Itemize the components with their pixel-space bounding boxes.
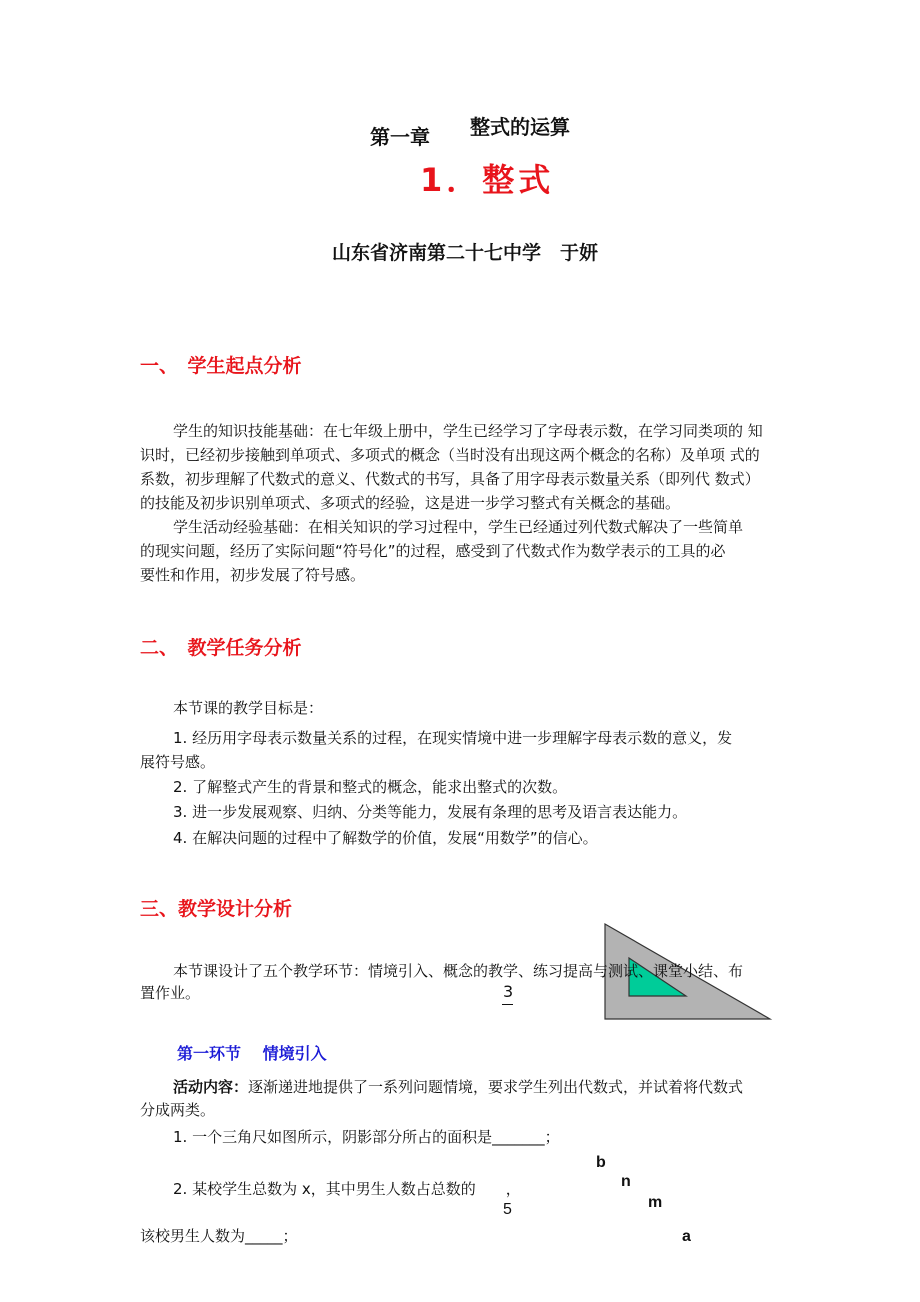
- text-line: 置作业。: [140, 984, 201, 1002]
- text-line: 要性和作用，初步发展了符号感。: [140, 566, 366, 584]
- fraction-bar: [502, 1004, 513, 1005]
- text-line: 本节课设计了五个教学环节：情境引入、概念的教学、练习提高与测试、课堂小结、布: [173, 962, 744, 980]
- goal-item: 3. 进一步发展观察、归纳、分类等能力，发展有条理的思考及语言表达能力。: [173, 803, 688, 821]
- fraction-denominator: 5: [503, 1201, 512, 1218]
- section-heading-2: 二、 教学任务分析: [140, 637, 302, 659]
- goal-item: 2. 了解整式产生的背景和整式的概念，能求出整式的次数。: [173, 778, 568, 796]
- text-line: 系数，初步理解了代数式的意义、代数式的书写，具备了用字母表示数量关系（即列代 数式）: [140, 470, 760, 488]
- section-heading-1: 一、 学生起点分析: [140, 355, 302, 377]
- lesson-title: 1．整式: [420, 161, 555, 199]
- question-2-cont: 该校男生人数为_____；: [140, 1227, 298, 1245]
- goal-item: 4. 在解决问题的过程中了解数学的价值，发展“用数学”的信心。: [173, 829, 598, 847]
- figure-label-n: n: [621, 1173, 631, 1190]
- question-2: 2. 某校学生总数为 x，其中男生人数占总数的 ，: [173, 1180, 521, 1198]
- text-line: 学生的知识技能基础：在七年级上册中，学生已经学习了字母表示数，在学习同类项的 知: [173, 422, 763, 440]
- text-line: 识时，已经初步接触到单项式、多项式的概念（当时没有出现这两个概念的名称）及单项 式的: [140, 446, 760, 464]
- text-line: 的技能及初步识别单项式、多项式的经验，这是进一步学习整式有关概念的基础。: [140, 494, 681, 512]
- figure-label-a: a: [682, 1228, 691, 1245]
- activity-text: 逐渐递进地提供了一系列问题情境，要求学生列出代数式，并试着将代数式: [248, 1078, 744, 1096]
- activity-line: [173, 1078, 743, 1096]
- text-line: 学生活动经验基础：在相关知识的学习过程中，学生已经通过列代数式解决了一些简单: [173, 518, 744, 536]
- figure-label-m: m: [648, 1194, 663, 1211]
- goal-item: 1. 经历用字母表示数量关系的过程，在现实情境中进一步理解字母表示数的意义，发: [173, 729, 733, 747]
- goal-item: 展符号感。: [140, 753, 216, 771]
- author-line: 山东省济南第二十七中学 于妍: [332, 242, 599, 264]
- text-line: 分成两类。: [140, 1101, 216, 1119]
- chapter-title: 整式的运算: [470, 115, 570, 139]
- question-1: 1. 一个三角尺如图所示，阴影部分所占的面积是_______；: [173, 1128, 560, 1146]
- text-line: 本节课的教学目标是：: [173, 699, 324, 717]
- text-line: 的现实问题，经历了实际问题“符号化”的过程，感受到了代数式作为数学表示的工具的必: [140, 542, 726, 560]
- figure-label-b: b: [596, 1154, 606, 1171]
- section-heading-3: 三、教学设计分析: [140, 898, 293, 920]
- stray-digit: 3: [503, 982, 514, 1001]
- activity-label: 活动内容：: [173, 1078, 249, 1096]
- chapter-label: 第一章: [370, 125, 430, 149]
- stage-heading: 第一环节 情境引入: [177, 1044, 327, 1063]
